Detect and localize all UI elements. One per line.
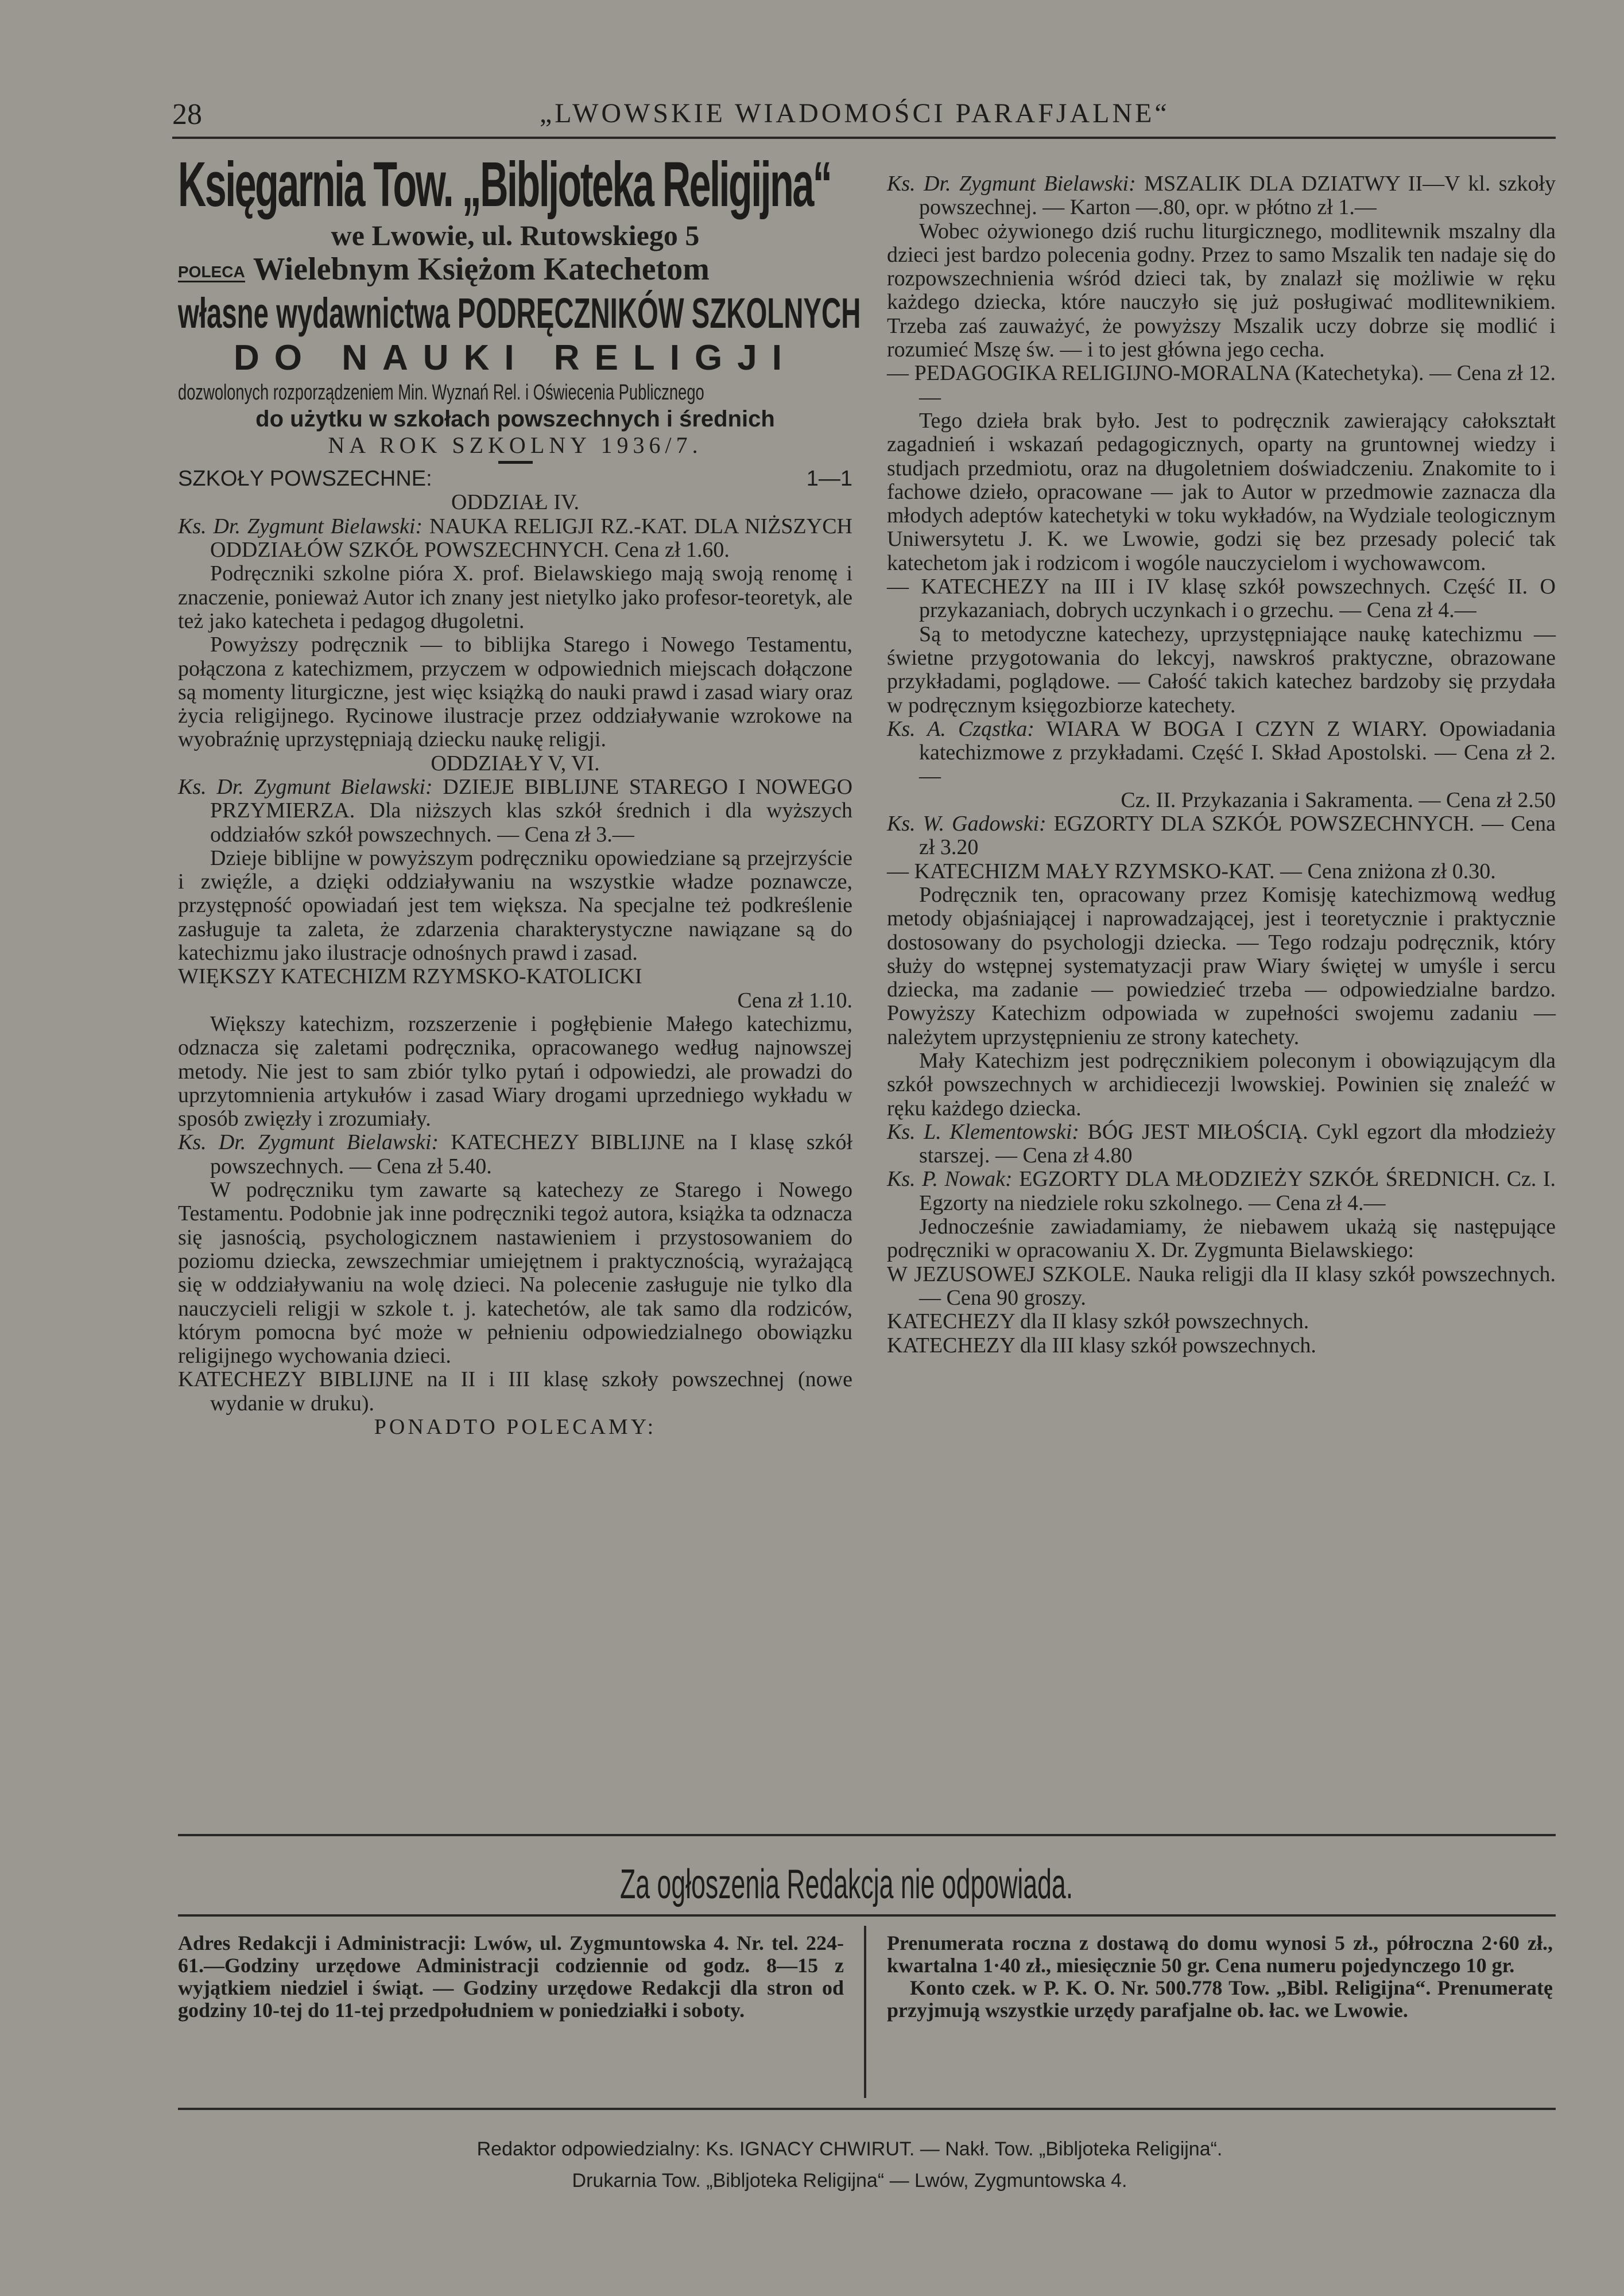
section-rule bbox=[178, 1834, 1556, 1836]
paragraph: Podręczniki szkolne pióra X. prof. Bielawskiego mają swoją renomę i znaczenie, ponieważ Autor ich znany jest nietylko jako profesor-teoretyk, ale też jako katecheta i pedagog długoletni. bbox=[178, 561, 852, 633]
section-number: 1—1 bbox=[806, 467, 852, 491]
left-column bbox=[178, 149, 861, 1440]
paragraph: Dzieje biblijne w powyższym podręczniku opowiedziane są przejrzyście i zwięźle, a dzięki oddziaływaniu na wszystkie władze poznawcze, przystępność opowiadań jest tem większa. Na specjalne też podkreślenie zasługuje ta zaleta, że zdarzenia charakterystyczne nawiązane są do katechizmu jako ilustracje odnośnych prawd i zasad. bbox=[178, 846, 852, 965]
right-column bbox=[887, 172, 1556, 1358]
book-entry bbox=[887, 812, 1556, 860]
book-entry bbox=[887, 172, 1556, 220]
also-recommended-heading: PONADTO POLECAMY: bbox=[374, 1415, 657, 1440]
section-rule bbox=[178, 2108, 1556, 2110]
book-title: BÓG JEST MIŁOŚCIĄ. Cykl egzort dla młodzieży starszej. — Cena zł 4.80 bbox=[919, 1119, 1556, 1168]
header-rule bbox=[172, 137, 1556, 139]
ad-own-publications: własne wydawnictwa PODRĘCZNIKÓW SZKOLNYCH bbox=[178, 289, 861, 338]
book-title: WIĘKSZY KATECHIZM RZYMSKO-KATOLICKI bbox=[178, 964, 642, 989]
ad-subject: DO NAUKI RELIGJI bbox=[234, 338, 797, 378]
section-rule bbox=[178, 1914, 1556, 1917]
ad-divider bbox=[498, 461, 533, 464]
imprint-editor: Redaktor odpowiedzialny: Ks. IGNACY CHWIRUT. — Nakł. Tow. „Bibljoteka Religijna“. bbox=[476, 2138, 1223, 2160]
ad-use: do użytku w szkołach powszechnych i średnich bbox=[255, 406, 775, 432]
paragraph: Jednocześnie zawiadamiamy, że niebawem ukażą się następujące podręczniki w opracowaniu X. Dr. Zygmunta Bielawskiego: bbox=[887, 1215, 1556, 1263]
book-title: DZIEJE BIBLIJNE STAREGO I NOWEGO PRZYMIERZA. Dla niższych klas szkół średnich i dla wyższych oddziałów szkół powszechnych. — Cena zł 3.— bbox=[210, 775, 853, 847]
section-title: SZKOŁY POWSZECHNE: bbox=[178, 467, 432, 491]
book-author: Ks. Dr. Zygmunt Bielawski: bbox=[887, 172, 1136, 196]
book-entry bbox=[887, 718, 1556, 789]
footer-divider bbox=[864, 1926, 866, 2098]
disclaimer: Za ogłoszenia Redakcja nie odpowiada. bbox=[620, 1861, 1073, 1907]
book-author: Ks. L. Klementowski: bbox=[887, 1119, 1080, 1144]
book-author: Ks. Dr. Zygmunt Bielawski: bbox=[178, 775, 433, 799]
book-title: MSZALIK DLA DZIATWY II—V kl. szkoły powszechnej. — Karton —.80, opr. w płótno zł 1.— bbox=[919, 172, 1556, 220]
book-entry-part: Cz. II. Przykazania i Sakramenta. — Cena zł 2.50 bbox=[1121, 788, 1556, 812]
book-title: KATECHEZY BIBLIJNE na I klasę szkół powszechnych. — Cena zł 5.40. bbox=[210, 1130, 853, 1178]
book-entry bbox=[178, 515, 852, 563]
paragraph: W podręczniku tym zawarte są katechezy ze Starego i Nowego Testamentu. Podobnie jak inne podręczniki tegoż autora, książka ta odznacza się jasnością, psychologicznem nastawieniem i przystosowaniem do poziomu dziecka, zewszechmiar umiejętnem i praktycznością, wyrażającą się w oddziaływaniu na wolę dzieci. Na polecenie zasługuje nie tylko dla nauczycieli religji w szkole t. j. katechetów, ale tak samo dla rodziców, którym pomocna być może w pełnieniu odpowiedzialnego obowiązku religijnego wychowania dzieci. bbox=[178, 1178, 852, 1368]
paragraph: Powyższy podręcznik — to biblijka Starego i Nowego Testamentu, połączona z katechizmem, przyczem w odpowiednich miejscach dołączone są momenty liturgiczne, jest więc książką do nauki prawd i zasad wiary oraz życia religijnego. Rycinowe ilustracje przez oddziaływanie wzrokowe na wyobraźnię uprzystępniają dziecku naukę religji. bbox=[178, 633, 852, 752]
book-entry: — KATECHIZM MAŁY RZYMSKO-KAT. — Cena zniżona zł 0.30. bbox=[887, 859, 1496, 883]
ad-recipient-text: Wielebnym Księżom Katechetom bbox=[253, 251, 710, 287]
book-title: WIARA W BOGA I CZYN Z WIARY. Opowiadania katechizmowe z przykładami. Część I. Skład Apostolski. — Cena zł 2.— bbox=[919, 716, 1556, 789]
imprint-printer: Drukarnia Tow. „Bibljoteka Religijna“ — Lwów, Zygmuntowska 4. bbox=[572, 2170, 1127, 2192]
running-title: „LWOWSKIE WIADOMOŚCI PARAFJALNE“ bbox=[540, 98, 1170, 129]
book-author: Ks. Dr. Zygmunt Bielawski: bbox=[178, 1130, 439, 1155]
book-entry: W JEZUSOWEJ SZKOLE. Nauka religji dla II klasy szkół powszechnych. — Cena 90 groszy. bbox=[887, 1262, 1556, 1310]
ad-approval: dozwolonych rozporządzeniem Min. Wyznań Rel. i Oświecenia Publicznego bbox=[178, 381, 704, 405]
book-entry bbox=[887, 1120, 1556, 1168]
account-text: Konto czek. w P. K. O. Nr. 500.778 Tow. „Bibl. Religijna“. Prenumeratę przyjmują wszystkie urzędy parafjalne ob. łac. we Lwowie. bbox=[887, 1976, 1553, 2022]
book-entry: KATECHEZY dla III klasy szkół powszechnych. bbox=[887, 1333, 1316, 1358]
book-price: Cena zł 1.10. bbox=[737, 988, 852, 1013]
book-entry: — PEDAGOGIKA RELIGIJNO-MORALNA (Katechetyka). — Cena zł 12.— bbox=[887, 361, 1556, 409]
ad-address: we Lwowie, ul. Rutowskiego 5 bbox=[331, 219, 700, 251]
book-entry: — KATECHEZY na III i IV klasę szkół powszechnych. Część II. O przykazaniach, dobrych uczynkach i o grzechu. — Cena zł 4.— bbox=[887, 575, 1556, 623]
paragraph: Wobec ożywionego dziś ruchu liturgicznego, modlitewnik mszalny dla dzieci jest bardzo polecenia godny. Przez to samo Mszalik ten nadaje się do rozpowszechnienia wśród dzieci tak, by znalazł się możliwie w ręku każdego dziecka, które nauczyło się już posługiwać modlitewnikiem. Trzeba zaś zauważyć, że powyższy Mszalik uczy dobrze się modlić i rozumieć Mszę św. — i to jest główna jego cecha. bbox=[887, 219, 1556, 362]
paragraph: Mały Katechizm jest podręcznikiem poleconym i obowiązującym dla szkół powszechnych w archidiecezji lwowskiej. Powinien się znaleźć w ręku każdego dziecka. bbox=[887, 1048, 1556, 1120]
page-header bbox=[172, 92, 1590, 138]
paragraph: Tego dzieła brak było. Jest to podręcznik zawierający całokształt zagadnień i wskazań pedagogicznych, oparty na gruntownej wiedzy i studjach przedmiotu, oraz na długoletniem doświadczeniu. Znakomite to i fachowe dzieło, opracowane — jak to Autor w przedmowie zaznacza dla młodych adeptów katechetyki w toku wykładów, na Wydziale teologicznym Uniwersytetu J. K. we Lwowie, godzi się bez przesady polecić tak katechetom jak i rodzicom i wogóle nauczycielom i wychowawcom. bbox=[887, 408, 1556, 575]
subscription-text: Prenumerata roczna z dostawą do domu wynosi 5 zł., półroczna 2·60 zł., kwartalna 1·40 zł., miesięcznie 50 gr. Cena numeru pojedynczego 10 gr. bbox=[887, 1932, 1553, 1977]
subsection-heading: ODDZIAŁY V, VI. bbox=[431, 751, 600, 775]
book-entry bbox=[887, 1168, 1556, 1215]
paragraph: Podręcznik ten, opracowany przez Komisję katechizmową według metody objaśniającej i naprowadzającej, jest i teoretycznie i praktycznie dostosowany do psychologji dziecka. — Tego rodzaju podręcznik, który służy do wstępnej systematyzacji praw Wiary świętej w umyśle i sercu dziecka, ma zadanie — powiedzieć trzeba — odpowiedzialne bardzo. Powyższy Katechizm odpowiada w zupełności swojemu zadaniu — należytem uprzystępnieniu ze strony katechety. bbox=[887, 882, 1556, 1049]
book-title: EGZORTY DLA SZKÓŁ POWSZECHNYCH. — Cena zł 3.20 bbox=[919, 812, 1556, 860]
ad-school-year: NA ROK SZKOLNY 1936/7. bbox=[328, 432, 703, 459]
paragraph: Są to metodyczne katechezy, uprzystępniające naukę katechizmu — świetne przygotowania do lekcyj, nawskroś praktyczne, obrazowane przykładami, poglądowe. — Całość takich katechez bardzoby się przydała w podręcznym księgozbiorze katechety. bbox=[887, 622, 1556, 718]
book-author: Ks. A. Cząstka: bbox=[887, 716, 1035, 741]
ad-title: Księgarnia Tow. „Bibljoteka Religijna“ bbox=[178, 149, 831, 220]
book-entry: KATECHEZY BIBLIJNE na II i III klasę szkoły powszechnej (nowe wydanie w druku). bbox=[178, 1367, 852, 1415]
book-entry bbox=[178, 1131, 852, 1178]
book-title: NAUKA RELIGJI RZ.-KAT. DLA NIŻSZYCH ODDZIAŁÓW SZKÓŁ POWSZECHNYCH. Cena zł 1.60. bbox=[210, 514, 852, 563]
ad-recipient bbox=[178, 251, 852, 290]
book-entry: KATECHEZY dla II klasy szkół powszechnych. bbox=[887, 1309, 1309, 1334]
paragraph: Większy katechizm, rozszerzenie i pogłębienie Małego katechizmu, odznacza się zaletami podręcznika, opracowanego według najnowszej metody. Nie jest to sam zbiór tylko pytań i odpowiedzi, ale prowadzi do uprzytomnienia artykułów i zasad Wiary drogami uprzedniego wykładu w sposób zwięzły i zrozumiały. bbox=[178, 1011, 852, 1131]
subsection-heading: ODDZIAŁ IV. bbox=[451, 490, 580, 515]
footer-subscription bbox=[887, 1932, 1553, 2022]
book-author: Ks. Dr. Zygmunt Bielawski: bbox=[178, 514, 423, 538]
footer-address: Adres Redakcji i Administracji: Lwów, ul. Zygmuntowska 4. Nr. tel. 224-61.—Godziny urzędowe Administracji codziennie od godz. 8—15 z wyjątkiem niedziel i świąt. — Godziny urzędowe Redakcji dla stron od godziny 10-tej do 11-tej przedpołudniem w poniedziałki i soboty. bbox=[178, 1932, 844, 2022]
page-number: 28 bbox=[172, 98, 202, 131]
book-title: EGZORTY DLA MŁODZIEŻY SZKÓŁ ŚREDNICH. Cz. I. Egzorty na niedziele roku szkolnego. — Cena zł 4.— bbox=[919, 1167, 1556, 1215]
book-author: Ks. P. Nowak: bbox=[887, 1167, 1013, 1192]
book-entry bbox=[178, 775, 852, 847]
book-author: Ks. W. Gadowski: bbox=[887, 812, 1047, 836]
section-heading bbox=[178, 467, 852, 491]
ad-tag: POLECA bbox=[178, 263, 245, 282]
